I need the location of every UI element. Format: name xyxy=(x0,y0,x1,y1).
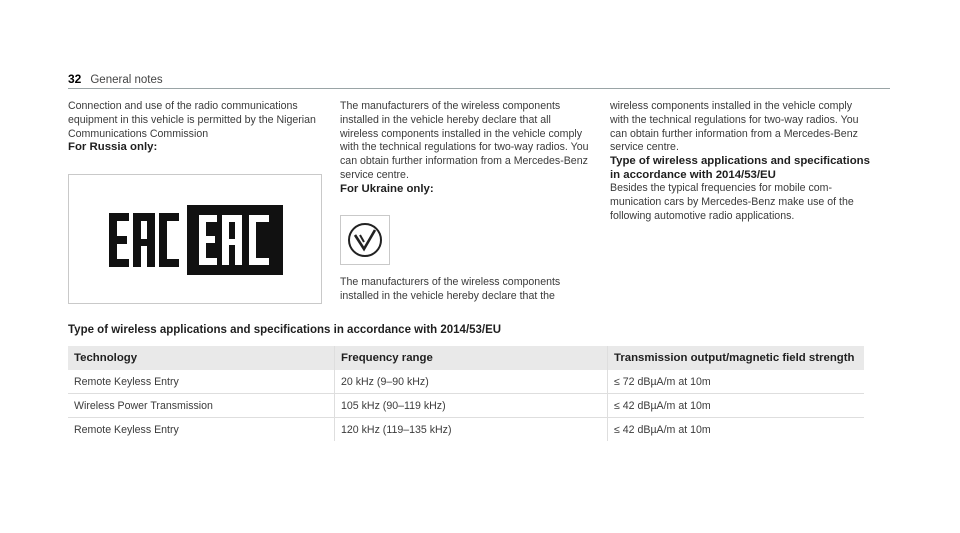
page-header xyxy=(68,72,163,86)
ukraine-mark-figure xyxy=(340,215,390,265)
cell-frequency: 20 kHz (9–90 kHz) xyxy=(335,370,608,394)
cell-technology: Remote Keyless Entry xyxy=(68,370,335,394)
section-title: General notes xyxy=(90,74,163,86)
cell-technology: Wireless Power Transmission xyxy=(68,394,335,418)
table-row xyxy=(68,370,864,394)
frequencies-note: Besides the typical frequencies for mobile communication cars by Mercedes-Benz make use of the following automotive radio applications. xyxy=(610,182,854,222)
column-2 xyxy=(340,100,592,197)
column-2-lower xyxy=(340,276,592,304)
cell-output: ≤ 42 dBµA/m at 10m xyxy=(608,394,865,418)
column-header-output: Transmission output/magnetic field strength xyxy=(608,346,865,370)
table-row xyxy=(68,418,864,442)
eac-logo-icon xyxy=(109,205,283,275)
table-title: Type of wireless applications and specifications in accordance with 2014/53/EU xyxy=(68,324,502,336)
page-number: 32 xyxy=(68,72,82,86)
column-header-frequency: Frequency range xyxy=(335,346,608,370)
cell-technology: Remote Keyless Entry xyxy=(74,423,179,436)
eac-mark-figure xyxy=(68,174,322,304)
specifications-table xyxy=(68,346,864,441)
column-3 xyxy=(610,100,872,224)
table-header-row xyxy=(68,346,864,370)
column-header-technology: Technology xyxy=(68,346,335,370)
ukraine-heading: For Ukraine only: xyxy=(340,182,434,195)
specifications-heading: Type of wireless applications and specifications in accordance with 2014/53/EU xyxy=(610,155,870,181)
nigeria-notice: Connection and use of the radio communications equipment in this vehicle is permitted by the Nigerian Communications Commission xyxy=(68,100,316,140)
cell-output: ≤ 42 dBµA/m at 10m xyxy=(608,418,865,442)
ukraine-conformity-icon xyxy=(345,220,385,260)
cell-frequency: 120 kHz (119–135 kHz) xyxy=(335,418,608,442)
cell-output: ≤ 72 dBµA/m at 10m xyxy=(608,370,865,394)
table-row xyxy=(68,394,864,418)
cell-frequency: 105 kHz (90–119 kHz) xyxy=(335,394,608,418)
manufacturer-declaration-ukraine: The manufacturers of the wireless components installed in the vehicle hereby declare that the xyxy=(340,276,561,302)
column-1 xyxy=(68,100,320,155)
header-divider xyxy=(68,88,890,89)
continued-declaration: wireless components installed in the vehicle comply with the technical regulations for two-way radios. You can obtain further information from a Mercedes-Benz service centre. xyxy=(610,100,859,154)
manufacturer-declaration: The manufacturers of the wireless components installed in the vehicle hereby declare that all wireless components installed in the vehicle comply with the technical regulations for two-way radios. You can obtain further information from a Mercedes-Benz service centre. xyxy=(340,100,589,181)
russia-heading: For Russia only: xyxy=(68,141,158,154)
